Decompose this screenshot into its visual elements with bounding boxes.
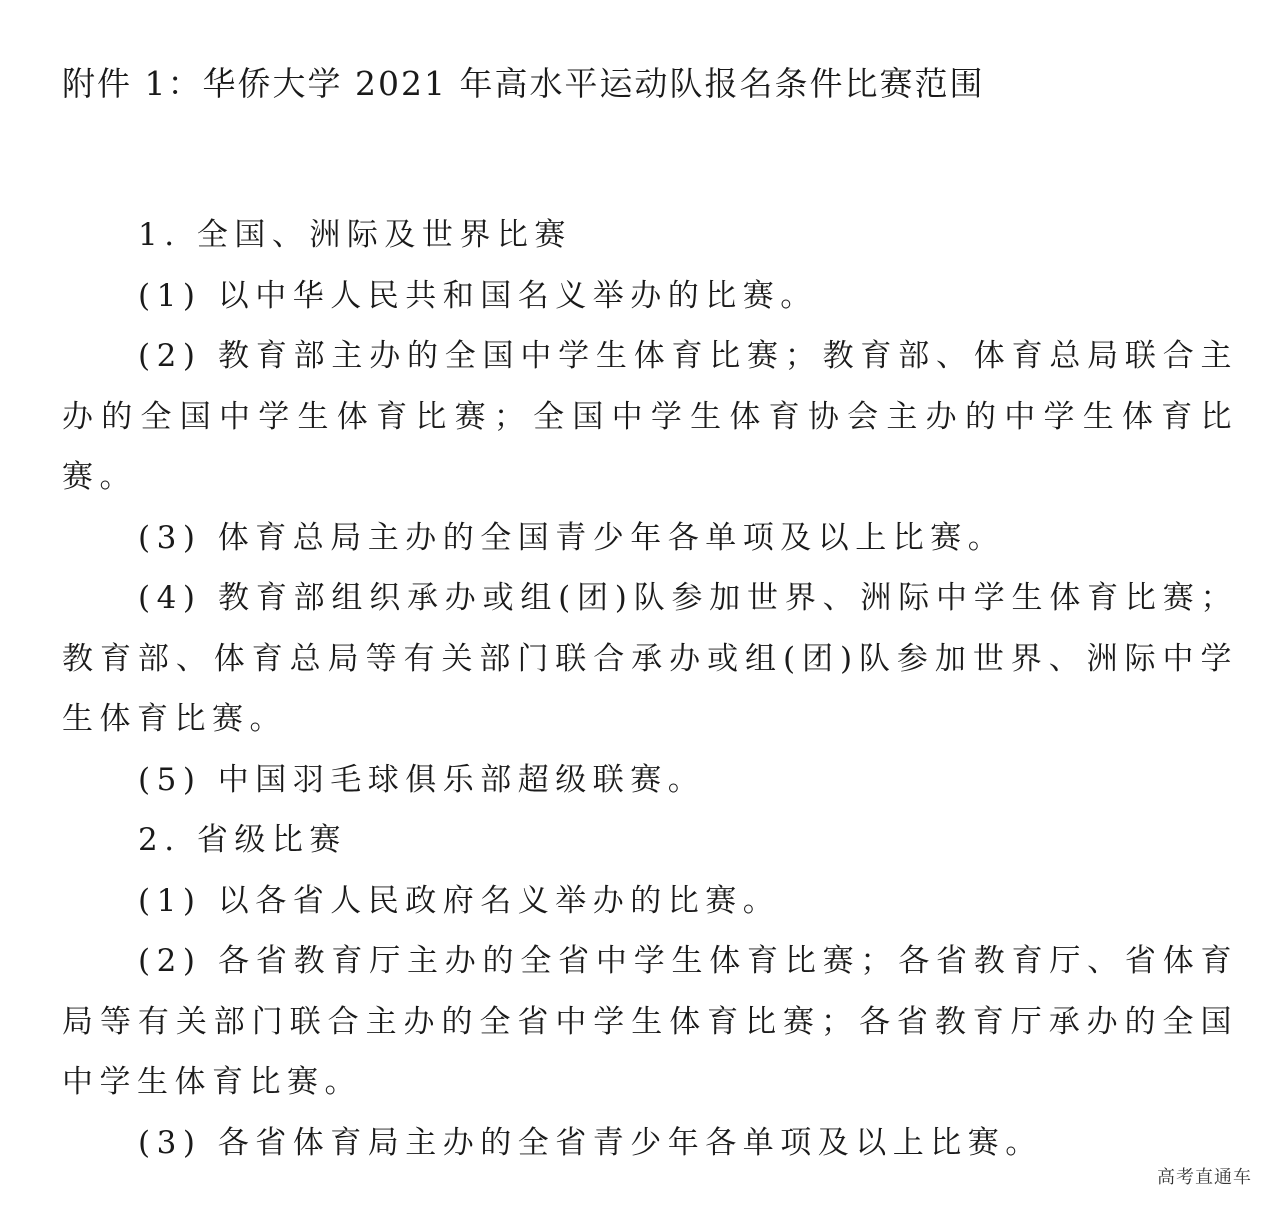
document-title: 附件 1：华侨大学 2021 年高水平运动队报名条件比赛范围 (62, 64, 985, 103)
list-item: (4) 教育部组织承办或组(团)队参加世界、洲际中学生体育比赛；教育部、体育总局等有关部门联合承办或组(团)队参加世界、洲际中学生体育比赛。 (62, 580, 1238, 737)
list-item: (3) 各省体育局主办的全省青少年各单项及以上比赛。 (138, 1124, 1043, 1161)
list-item: (5) 中国羽毛球俱乐部超级联赛。 (138, 761, 706, 798)
watermark: 高考直通车 (1157, 1167, 1252, 1188)
list-item: (1) 以各省人民政府名义举办的比赛。 (138, 882, 781, 919)
section-heading-provincial: 2. 省级比赛 (138, 822, 347, 858)
list-item: (2) 教育部主办的全国中学生体育比赛；教育部、体育总局联合主办的全国中学生体育比赛；全国中学生体育协会主办的中学生体育比赛。 (62, 338, 1238, 495)
list-item: (2) 各省教育厅主办的全省中学生体育比赛；各省教育厅、省体育局等有关部门联合主办的全省中学生体育比赛；各省教育厅承办的全国中学生体育比赛。 (62, 943, 1238, 1100)
list-item: (1) 以中华人民共和国名义举办的比赛。 (138, 277, 818, 314)
list-item: (3) 体育总局主办的全国青少年各单项及以上比赛。 (138, 519, 1006, 556)
document-body (62, 205, 1238, 1173)
section-heading-national: 1. 全国、洲际及世界比赛 (138, 217, 572, 253)
